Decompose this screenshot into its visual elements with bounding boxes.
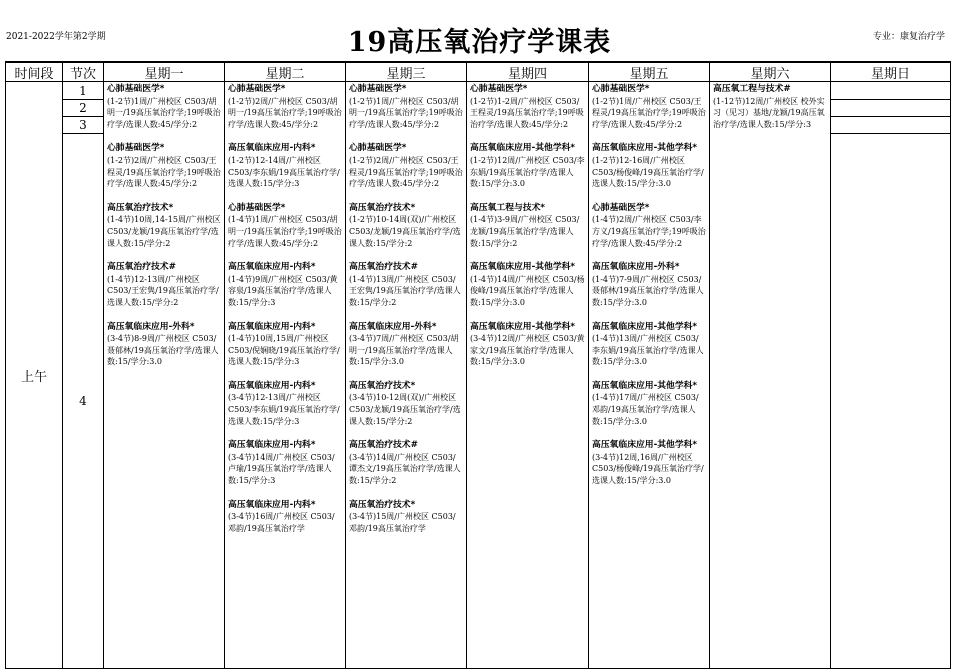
course-entry (107, 143, 221, 189)
course-name: 高压氧临床应用-内科* (228, 440, 316, 451)
course-detail: (3-4节)15周/广州校区 C503/邓韵/19高压氧治疗学 (349, 512, 456, 533)
course-detail: (1-12节)12周/广州校区 校外实习（见习）基地/龙颖/19高压氧治疗学/选课人数:15/学分:3 (713, 96, 825, 129)
course-detail: (1-4节)17周/广州校区 C503/邓韵/19高压氧治疗学/选课人数:15/学分:3.0 (592, 393, 699, 426)
course-name: 高压氧临床应用-其他学科* (470, 143, 576, 154)
col-header-wednesday: 星期三 (346, 63, 467, 82)
course-detail: (3-4节)8-9周/广州校区 C503/聂郁林/19高压氧治疗学/选课人数:15/学分:3.0 (107, 334, 219, 367)
course-name: 心肺基础医学* (228, 84, 286, 94)
course-detail: (1-2节)1-2周/广州校区 C503/王程灵/19高压氧治疗学;19呼吸治疗学/选课人数:45/学分:2 (470, 96, 584, 129)
course-name: 高压氧治疗技术* (349, 499, 416, 510)
period-1: 1 (63, 82, 104, 100)
wednesday-courses (346, 82, 467, 669)
course-detail: (1-4节)10周,14-15周/广州校区 C503/龙颖/19高压氧治疗学/选课人数:15/学分:2 (107, 215, 221, 248)
thursday-courses (467, 82, 589, 669)
section-morning: 上午 (6, 82, 63, 669)
col-header-monday: 星期一 (104, 63, 225, 82)
friday-courses (589, 82, 710, 669)
course-detail: (1-2节)12周/广州校区 C503/李东娟/19高压氧治疗学/选课人数:15/学分:3.0 (470, 155, 585, 189)
sunday-courses (831, 82, 951, 669)
course-detail: (1-2节)12-14周/广州校区 C503/李东娟/19高压氧治疗学/选课人数:15/学分:3 (228, 155, 340, 189)
course-name: 高压氧临床应用-其他学科* (470, 262, 576, 273)
course-entry (228, 262, 342, 308)
course-detail: (1-4节)13周/广州校区 C503/王宏隽/19高压氧治疗学/选课人数:15/学分:2 (349, 274, 461, 307)
course-name: 高压氧临床应用-外科* (592, 262, 680, 273)
course-detail: (1-2节)10-14周(双)/广州校区 C503/龙颖/19高压氧治疗学/选课人数:15/学分:2 (349, 215, 461, 248)
course-entry (349, 262, 463, 308)
course-name: 高压氧临床应用-外科* (349, 321, 437, 332)
course-name: 高压氧治疗技术# (107, 262, 176, 273)
term-label: 2021-2022学年第2学期 (6, 32, 106, 42)
course-name: 高压氧治疗技术# (349, 262, 418, 273)
course-detail: (3-4节)14周/广州校区 C503/谭杰文/19高压氧治疗学/选课人数:15/学分:2 (349, 452, 461, 486)
course-name: 高压氧临床应用-内科* (228, 380, 316, 391)
course-detail: (1-2节)1周/广州校区 C503/胡明一/19高压氧治疗学;19呼吸治疗学/选课人数:45/学分:2 (349, 96, 463, 129)
major-label: 专业：康复治疗学 (872, 32, 945, 42)
course-entry (107, 84, 221, 130)
course-name: 高压氧临床应用-内科* (228, 321, 316, 332)
course-detail: (1-4节)7-9周/广州校区 C503/聂郁林/19高压氧治疗学/选课人数:15/学分:3.0 (592, 274, 704, 307)
col-header-tuesday: 星期二 (225, 63, 346, 82)
course-detail: (3-4节)16周/广州校区 C503/邓韵/19高压氧治疗学 (228, 512, 335, 533)
course-entry (349, 322, 463, 368)
tuesday-courses (225, 82, 346, 669)
course-name: 心肺基础医学* (107, 84, 165, 94)
course-entry (592, 440, 706, 486)
course-name: 心肺基础医学* (107, 143, 165, 154)
course-entry (228, 440, 342, 486)
course-detail: (1-4节)1周/广州校区 C503/胡明一/19高压氧治疗学;19呼吸治疗学/选课人数:45/学分:2 (228, 215, 342, 248)
sunday-divider (831, 116, 950, 117)
course-detail: (3-4节)12-13周/广州校区 C503/李东娟/19高压氧治疗学/选课人数:15/学分:3 (228, 393, 340, 426)
course-name: 高压氧临床应用-其他学科* (470, 321, 576, 332)
course-entry (470, 203, 585, 249)
course-entry (349, 143, 463, 189)
course-entry (228, 203, 342, 249)
course-name: 心肺基础医学* (592, 202, 650, 213)
sunday-divider (831, 99, 950, 100)
course-detail: (3-4节)10-12周(双)/广州校区 C503/龙颖/19高压氧治疗学/选课人数:15/学分:2 (349, 393, 461, 426)
course-entry (349, 500, 463, 535)
course-detail: (3-4节)12周,16周/广州校区 C503/杨俊峰/19高压氧治疗学/选课人数:15/学分:3.0 (592, 452, 704, 486)
course-entry (349, 440, 463, 486)
course-name: 心肺基础医学* (592, 84, 650, 94)
course-detail: (1-4节)10周,15周/广州校区 C503/倪娴晓/19高压氧治疗学/选课人数:15/学分:3 (228, 334, 340, 367)
course-name: 高压氧治疗技术* (349, 202, 416, 213)
course-name: 心肺基础医学* (349, 143, 407, 154)
course-detail: (1-2节)1周/广州校区 C503/王程灵/19高压氧治疗学;19呼吸治疗学/选课人数:45/学分:2 (592, 96, 706, 129)
course-name: 高压氧临床应用-内科* (228, 143, 316, 154)
course-name: 心肺基础医学* (349, 84, 407, 94)
course-detail: (1-4节)13周/广州校区 C503/李东娟/19高压氧治疗学/选课人数:15/学分:3.0 (592, 334, 704, 367)
course-entry (470, 322, 585, 368)
course-detail: (3-4节)12周/广州校区 C503/黄家文/19高压氧治疗学/选课人数:15/学分:3.0 (470, 334, 585, 367)
course-detail: (3-4节)7周/广州校区 C503/胡明一/19高压氧治疗学/选课人数:15/学分:3.0 (349, 334, 459, 367)
course-entry (228, 322, 342, 368)
course-entry (470, 84, 585, 130)
course-entry (592, 322, 706, 368)
course-name: 高压氧临床应用-其他学科* (592, 440, 698, 451)
course-entry (107, 203, 221, 249)
course-detail: (1-2节)2周/广州校区 C503/王程灵/19高压氧治疗学;19呼吸治疗学/选课人数:45/学分:2 (349, 155, 463, 189)
saturday-courses (710, 82, 831, 669)
course-name: 高压氧工程与技术* (470, 202, 545, 213)
course-name: 高压氧治疗技术# (349, 440, 418, 451)
course-entry (228, 84, 342, 130)
period-4: 4 (63, 134, 104, 669)
course-entry (107, 262, 221, 308)
course-entry (107, 322, 221, 368)
course-entry (592, 84, 706, 130)
course-detail: (1-2节)2周/广州校区 C503/胡明一/19高压氧治疗学;19呼吸治疗学/选课人数:45/学分:2 (228, 96, 342, 129)
col-header-period: 节次 (63, 63, 104, 82)
course-name: 心肺基础医学* (228, 202, 286, 213)
course-entry (228, 143, 342, 189)
course-entry (592, 262, 706, 308)
col-header-sunday: 星期日 (831, 63, 951, 82)
monday-courses (104, 82, 225, 669)
course-name: 高压氧临床应用-内科* (228, 499, 316, 510)
course-detail: (1-4节)9周/广州校区 C503/黄容泉/19高压氧治疗学/选课人数:15/学分:3 (228, 274, 338, 307)
course-name: 高压氧临床应用-其他学科* (592, 143, 698, 154)
course-entry (592, 203, 706, 249)
course-entry (713, 84, 827, 130)
course-name: 高压氧治疗技术* (349, 380, 416, 391)
course-detail: (1-4节)2周/广州校区 C503/李方义/19高压氧治疗学;19呼吸治疗学/选课人数:45/学分:2 (592, 215, 706, 248)
course-detail: (1-4节)3-9周/广州校区 C503/龙颖/19高压氧治疗学/选课人数:15/学分:2 (470, 215, 580, 248)
course-detail: (1-2节)1周/广州校区 C503/胡明一/19高压氧治疗学;19呼吸治疗学/选课人数:45/学分:2 (107, 96, 221, 129)
course-entry (470, 143, 585, 189)
course-detail: (1-4节)12-13周/广州校区 C503/王宏隽/19高压氧治疗学/选课人数:15/学分:2 (107, 274, 219, 307)
course-detail: (1-4节)14周/广州校区 C503/杨俊峰/19高压氧治疗学/选课人数:15/学分:3.0 (470, 274, 585, 307)
course-name: 高压氧临床应用-其他学科* (592, 321, 698, 332)
course-entry (592, 381, 706, 427)
page-title: 19高压氧治疗学课表 (347, 27, 612, 58)
course-detail: (1-2节)2周/广州校区 C503/王程灵/19高压氧治疗学;19呼吸治疗学/选课人数:45/学分:2 (107, 155, 221, 189)
period-2: 2 (63, 100, 104, 117)
timetable (5, 61, 951, 669)
col-header-time-segment: 时间段 (6, 63, 63, 82)
course-name: 高压氧临床应用-外科* (107, 321, 195, 332)
col-header-saturday: 星期六 (710, 63, 831, 82)
course-name: 高压氧临床应用-其他学科* (592, 380, 698, 391)
course-name: 高压氧临床应用-内科* (228, 262, 316, 273)
course-detail: (3-4节)14周/广州校区 C503/卢瑜/19高压氧治疗学/选课人数:15/学分:3 (228, 452, 335, 486)
course-entry (228, 500, 342, 535)
course-name: 高压氧工程与技术# (713, 84, 791, 94)
course-entry (470, 262, 585, 308)
course-name: 高压氧治疗技术* (107, 202, 174, 213)
course-entry (592, 143, 706, 189)
course-entry (228, 381, 342, 427)
period-3: 3 (63, 117, 104, 134)
course-entry (349, 84, 463, 130)
col-header-friday: 星期五 (589, 63, 710, 82)
sunday-divider (831, 133, 950, 134)
course-name: 心肺基础医学* (470, 84, 528, 94)
col-header-thursday: 星期四 (467, 63, 589, 82)
course-entry (349, 203, 463, 249)
course-detail: (1-2节)12-16周/广州校区 C503/杨俊峰/19高压氧治疗学/选课人数:15/学分:3.0 (592, 155, 704, 189)
course-entry (349, 381, 463, 427)
